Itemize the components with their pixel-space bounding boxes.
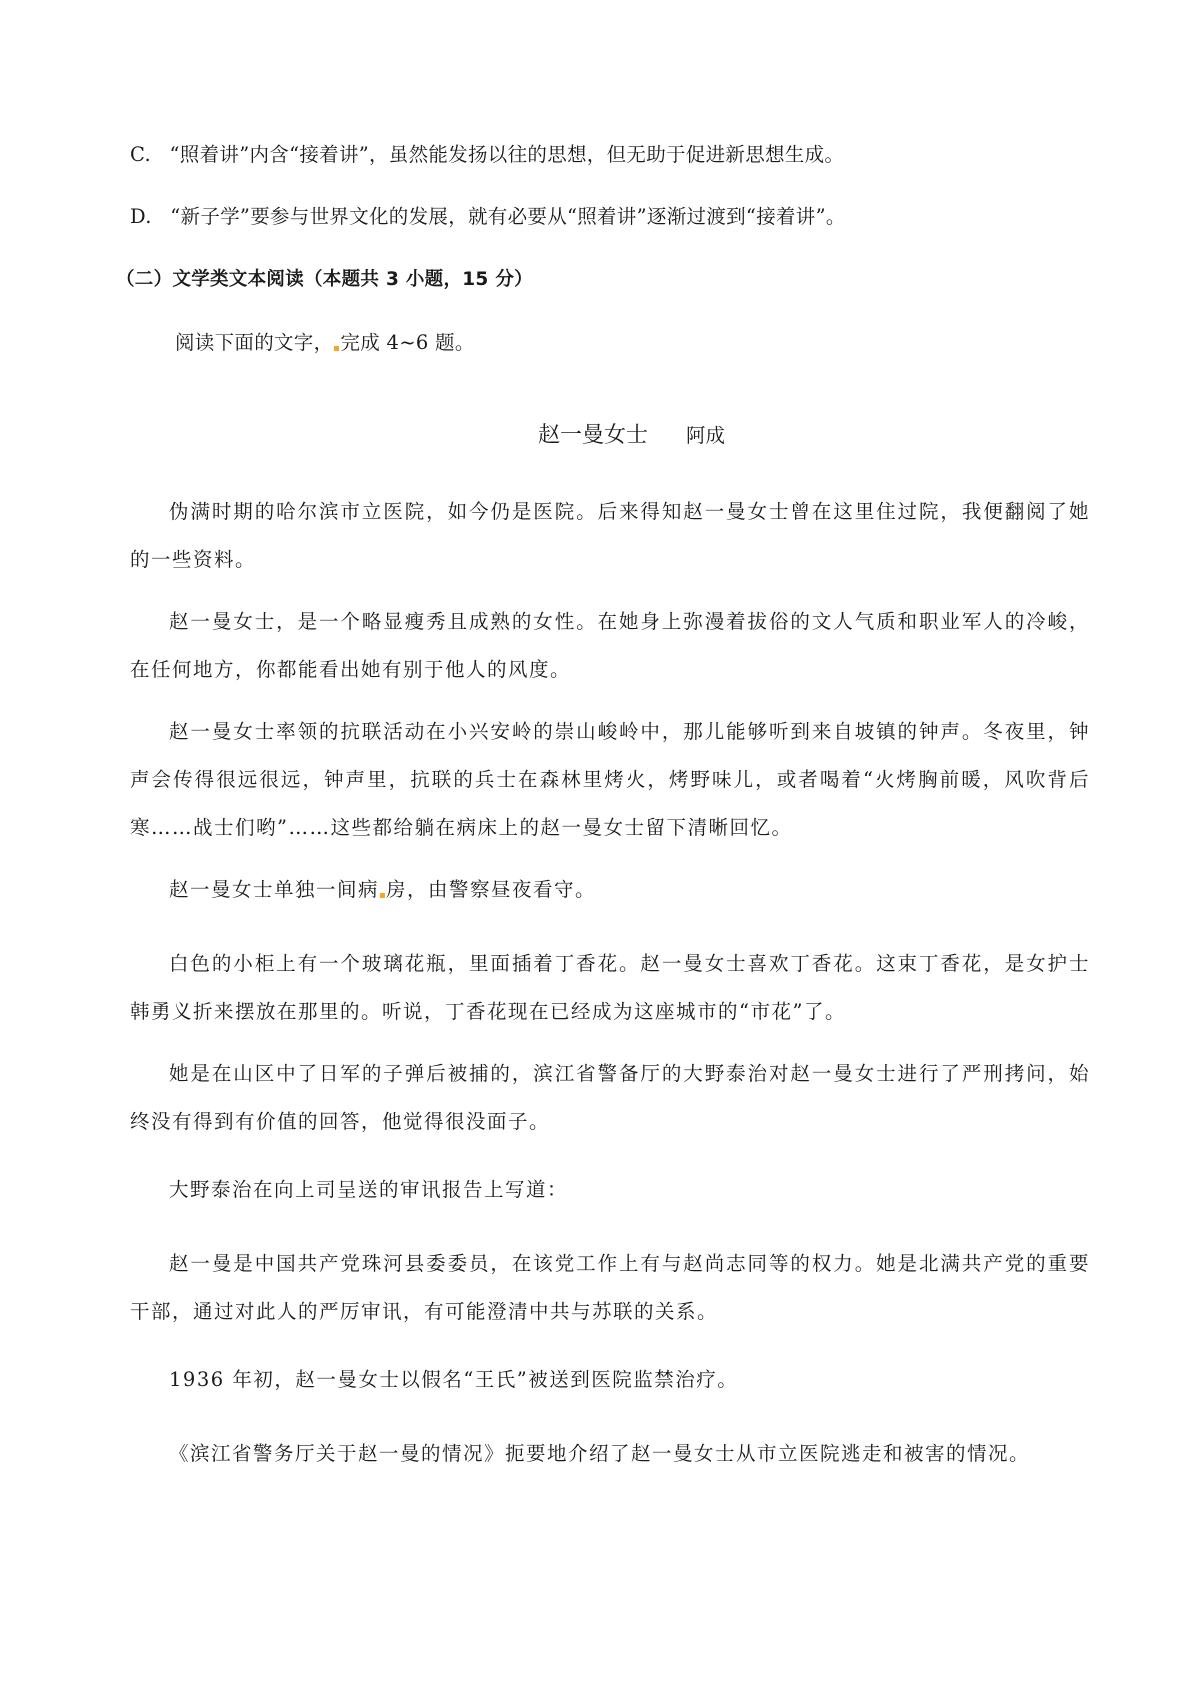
- article-title: 赵一曼女士: [538, 423, 649, 448]
- article-title-row: [538, 420, 725, 452]
- paragraph-9: 1936 年初，赵一曼女士以假名“王氏”被送到医院监禁治疗。: [169, 1368, 739, 1391]
- edit-mark-icon: [380, 893, 385, 898]
- article-author: 阿成: [686, 424, 726, 447]
- option-label: C.: [130, 143, 152, 166]
- section-heading: （二）文学类文本阅读（本题共 3 小题，15 分）: [116, 269, 533, 290]
- reading-instruction: [175, 329, 475, 357]
- paragraph-2: 赵一曼女士，是一个略显瘦秀且成熟的女性。在她身上弥漫着拔俗的文人气质和职业军人的冷峻，在任何地方，你都能看出她有别于他人的风度。: [130, 610, 1090, 681]
- paragraph-4-part2: 房，由警察昼夜看守。: [386, 878, 597, 901]
- option-text: “新子学”要参与世界文化的发展，就有必要从“照着讲”逐渐过渡到“接着讲”。: [170, 205, 846, 228]
- paragraph-5: 白色的小柜上有一个玻璃花瓶，里面插着丁香花。赵一曼女士喜欢丁香花。这束丁香花，是女护士韩勇义折来摆放在那里的。听说，丁香花现在已经成为这座城市的“市花”了。: [130, 952, 1090, 1023]
- paragraph-4-part1: 赵一曼女士单独一间病: [169, 878, 380, 901]
- paragraph-1: 伪满时期的哈尔滨市立医院，如今仍是医院。后来得知赵一曼女士曾在这里住过院，我便翻阅了她的一些资料。: [130, 500, 1090, 571]
- paragraph-8: 赵一曼是中国共产党珠河县委委员，在该党工作上有与赵尚志同等的权力。她是北满共产党的重要干部，通过对此人的严厉审讯，有可能澄清中共与苏联的关系。: [130, 1252, 1090, 1323]
- option-c: [130, 141, 844, 169]
- instruction-part1: 阅读下面的文字，: [175, 331, 334, 354]
- paragraph-3: 赵一曼女士率领的抗联活动在小兴安岭的崇山峻岭中，那儿能够听到来自坡镇的钟声。冬夜里，钟声会传得很远很远，钟声里，抗联的兵士在森林里烤火，烤野味儿，或者喝着“火烤胸前暖，风吹背后寒……战士们哟”……这些都给躺在病床上的赵一曼女士留下清晰回忆。: [130, 720, 1090, 839]
- paragraph-6: 她是在山区中了日军的子弹后被捕的，滨江省警备厅的大野泰治对赵一曼女士进行了严刑拷问，始终没有得到有价值的回答，他觉得很没面子。: [130, 1062, 1090, 1133]
- option-text: “照着讲”内含“接着讲”，虽然能发扬以往的思想，但无助于促进新思想生成。: [169, 143, 845, 166]
- paragraph-4: [130, 866, 1090, 914]
- edit-mark-icon: [334, 346, 339, 351]
- option-label: D.: [130, 205, 152, 228]
- paragraph-10: 《滨江省警务厅关于赵一曼的情况》扼要地介绍了赵一曼女士从市立医院逃走和被害的情况。: [169, 1442, 1031, 1465]
- option-d: [130, 203, 846, 231]
- paragraph-7: 大野泰治在向上司呈送的审讯报告上写道：: [169, 1178, 569, 1201]
- instruction-part2: 完成 4~6 题。: [340, 331, 475, 354]
